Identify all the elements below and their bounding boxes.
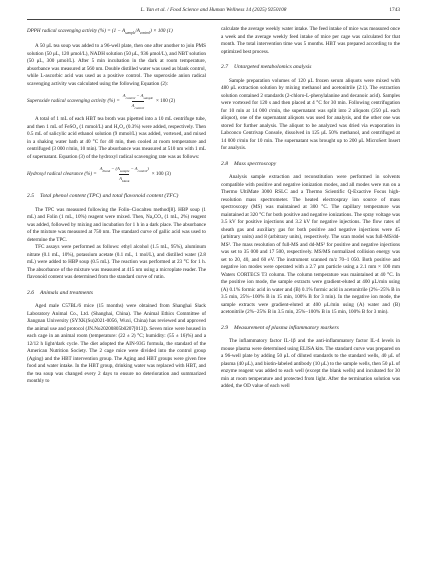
running-header — [27, 7, 400, 17]
header-rule — [27, 19, 400, 20]
section-number: 2.8 — [221, 160, 228, 167]
paragraph-animals: Aged male C57BL/6 mice (15 months) were obtained from Shanghai Slack Laboratory Animal Co., Ltd. (Shanghai, China). The Animal Ethics Committee of Jiangnan University (SYXK(Su)2021-0056, Wuxi, China) has reviewed and approved the animal use and protocol (JN.No20200805b0207[013]). Seven mice were housed in each cage in an animal room (temperature: (22 ± 2) °C; humidity: (55 ± 16)%) and a 12/12 h light/dark cycle. The diet adopted the AIN-93G formula, the standard of the American Nutrition Society. The 2 cage mice were divided into the control group (Aging) and the HBT intervention group. The Aging and HBT groups were given free food and water intake. In the HBT group, drinking water was replaced with HBT, and the tea soup was changed every 2 days to ensure no deterioration and summarized monthly to — [27, 303, 206, 384]
section-number: 2.5 — [27, 193, 34, 199]
section-number: 2.6 — [27, 289, 34, 296]
section-title: Measurement of plasma inflammatory markers — [234, 324, 339, 331]
paragraph-metabolomics: Sample preparation volumes of 120 μL frozen serum aliquots were mixed with 480 μL extraction solution by mixing methanol and acetonitrile (2:1). The extraction solution contained 2 standards (2-chloro-L-phenylalanine and decanoic acid). Samples were vortexed for 120 s and then placed at 4 °C for 30 min. Following centrifugation for 10 min at 14 000 r/min, the supernatant was split into 2 aliquots (250 μL each aliquot), one of the supernatant aliquots was used for analysis, and the other one was stored for further analysis. The aliquot to be analyzed was dried via evaporation in Labconco Centrivap Console, dissolved in 125 μL 50% methanol, and centrifuged at 14 000 r/min for 10 min. The supernatant was brought up to 200 μL MicroSert Insert for analysis. — [221, 77, 400, 151]
section-heading-2-7 — [221, 64, 400, 72]
right-column — [221, 26, 400, 395]
section-title: Untargeted metabolomics analysis — [234, 64, 312, 70]
paragraph-intake-continued: calculate the average weekly water intake. The feed intake of mice was measured once a week and the average weekly feed intake of mice per cage was calculated for that month. The total intervention time was 5 months. HBT was prepared according to the optimized best process. — [221, 26, 400, 55]
section-title: Animals and treatments — [40, 289, 93, 296]
equation-dpph — [27, 26, 206, 39]
paragraph-tpc: The TPC was measured following the Folin–Ciocalteu method[8]. HBP soup (1 mL) and Folin (1 mL, 10%) reagent were mixed. Then, Na₂CO₃ (1 mL, 2%) reagent was added, followed by mixing and incubation for 1 h in a dark place. The absorbance of the mixture was measured at 750 nm. The standard curve of gallic acid was used to determine the TPC. — [27, 206, 206, 243]
left-column — [27, 26, 206, 390]
page-number: 1743 — [389, 7, 400, 13]
paragraph-superoxide-method: A 50 μL tea soup was added to a 96-well plate, then one after another to join PMS solution (50 μL, 120 μmol/L), NADH solution (50 μL, 936 μmol/L), and NBT solution (50 μL, 300 μmol/L). After 5 min incubation in the dark at room temperature, absorbance was measured at 560 nm. Double distilled water was used as blank control, while L-ascorbic acid was used as a positive control. The superoxide anion radical scavenging activity was calculated using the following Equation (2): — [27, 43, 206, 87]
equation-hydroxyl-fraction: $A_{blank} - (A_{sample} - A_{control})$ $A_{blank}$ — [99, 166, 149, 183]
paragraph-hydroxyl-method: A total of 1 mL of each HBT tea broth was pipetted into a 10 mL centrifuge tube, and then 1 mL of FeSO₄ (1 mmol/L) and H₂O₂ (0.3%) were added, respectively. Then 0.5 mL of salicylic acid ethanol solution (9 mmol/L) was added, vortexed, and mixed in a shaking water bath at 40 °C for 40 min, then cooled at room temperature and centrifuged (3 000 r/min, 10 min). The absorbance was measured at 510 nm with 1 mL of supernatant. Equation (3) of the hydroxyl radical scavenging rate was as follows: — [27, 116, 206, 160]
journal-citation: L. Yan et al. / Food Science and Human Wellness 14 (2025) 9250108 — [140, 7, 287, 13]
equation-superoxide-suffix: × 100 (2) — [156, 98, 176, 105]
equation-hydroxyl — [27, 165, 206, 185]
section-number: 2.7 — [221, 64, 228, 70]
section-heading-2-5 — [27, 193, 206, 201]
section-number: 2.9 — [221, 324, 228, 331]
section-heading-2-8 — [221, 161, 400, 169]
paragraph-inflammatory: The inflammatory factor IL-1β and the anti-inflammatory factor IL-4 levels in mouse plasma were determined using ELISA kits. The standard curve was prepared on a 96-well plate by adding 50 μL of diluted standards to the standard wells, 40 μL of plasma (40 μL), and biotin-labeled antibody (10 μL) to the sample wells, then 50 μL of enzyme reagent was added to each well (except the blank wells) and incubated for 30 min at room temperature and protected from light. After the termination solution was added, the OD value of each well — [221, 338, 400, 389]
section-title: Total phenol content (TPC) and total flavonoid content (TFC) — [40, 193, 179, 199]
section-heading-2-6 — [27, 290, 206, 298]
equation-superoxide — [27, 92, 206, 112]
section-heading-2-9 — [221, 325, 400, 333]
paragraph-mass-spec: Analysis sample extraction and reconstitution were performed in solvents compatible with positive and negative ionization modes, and all modes were run on a Thermo UltiMate 3000 RSLC and a Thermo Scientific Q-Exactive Focus high-resolution mass spectrometer. The heated electrospray ion source of mass spectroscopy (MS) was maintained at 300 °C. The capillary temperature was maintained at 320 °C for both positive and negative ionizations. The spray voltage was 3.5 kV for positive injections and 3.2 kV for negative injections. The flow rates of sheath gas and auxiliary gas for both positive and negative injections were 45 (arbitrary units) and 8 (arbitrary units), respectively. The scan model was full-MS/dd-MS². The mass resolution of full-MS and dd-MS² for positive and negative injections was set to 35 000 and 17 500, respectively. MS/MS normalized collision energy was set to 20, 40, and 60 eV. The instrument scanned m/z 70–1 050. Both positive and negative ion modes were operated with a 2.7 μm particle using a 2.1 mm × 100 mm Waters CORTECS T3 column. The column temperature was maintained at 40 °C. In the positive ion mode, the sample extracts were gradient-eluted at 400 μL/min using (A) 0.1% formic acid in water and (B) 0.1% formic acid in acetonitrile (2%−25% B in 3.5 min, 25%−100% B in 15 min, 100% B for 3 min). In the negative ion mode, the sample extracts were gradient-eluted at 400 μL/min using (A) water and (B) acetonitrile (2%−25% B in 3.5 min, 25%−100% B in 15 min, 100% B for 3 min). — [221, 174, 400, 315]
equation-superoxide-label: Superoxide radical scavenging activity (%) = — [27, 98, 120, 105]
section-title: Mass spectroscopy — [234, 160, 277, 167]
equation-dpph-text: DPPH radical scavenging activity (%) = $(1 - A_{sample}/A_{control}) \times 100$ (1) — [27, 27, 173, 35]
equation-hydroxyl-label: Hydroxyl radical clearance (%) = — [27, 171, 97, 178]
equation-hydroxyl-suffix: × 100 (3) — [151, 171, 171, 178]
equation-superoxide-fraction: $A_{control} - A_{sample}$ $A_{control}$ — [122, 93, 154, 110]
paragraph-tfc: TFC assays were performed as follows: ethyl alcohol (1.5 mL, 95%), aluminum nitrate (0.1 mL, 10%), potassium acetate (0.1 mL, 1 mol/L), and distilled water (2.8 mL) were added to HBP soup (0.5 mL). The reaction was performed at 23 °C for 1 h. The absorbance of the mixture was measured at 415 nm using a microplate reader. The flavonoid content was determined from the standard curve of rutin. — [27, 244, 206, 280]
